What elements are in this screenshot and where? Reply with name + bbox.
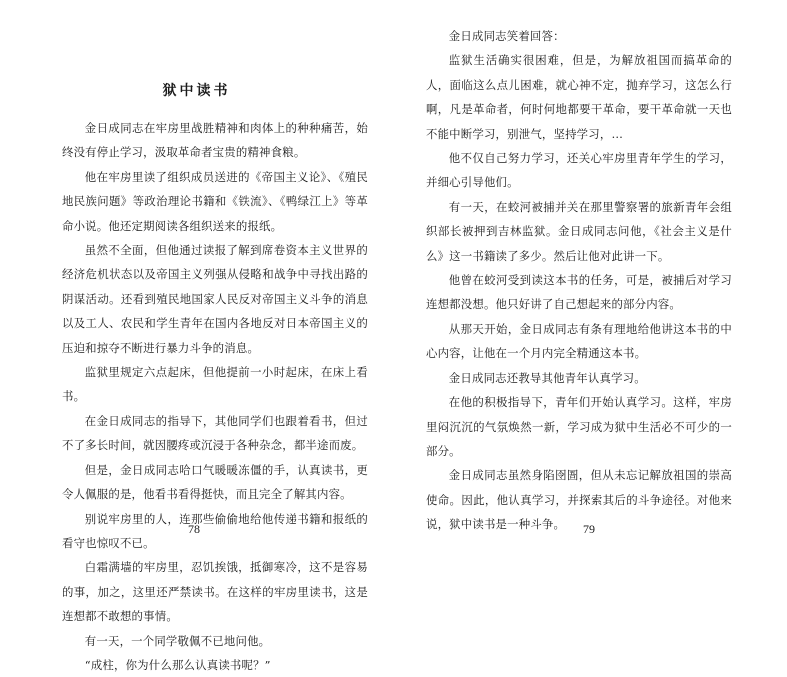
paragraph: 金日成同志虽然身陷囹圄，但从未忘记解放祖国的崇高使命。因此，他认真学习，并探索其后的斗争途径。对他来说，狱中读书是一种斗争。 — [426, 468, 732, 532]
paragraph: 有一天，一个同学敬佩不已地问他。 — [84, 633, 271, 648]
paragraph: 监狱生活确实很困难，但是，为解放祖国而搞革命的人，面临这么点儿困难，就心神不定，抛弃学习，这怎么行啊，凡是革命者，何时何地都要干革命，要干革命就一天也不能中断学习，别泄气，坚持学习，… — [426, 53, 732, 141]
paragraph: 他不仅自己努力学习，还关心牢房里青年学生的学习，并细心引导他们。 — [426, 151, 732, 190]
left-page — [0, 0, 393, 672]
right-page-body — [426, 24, 732, 537]
paragraph: 他曾在蛟河受到读这本书的任务，可是，被捕后对学习连想都没想。他只好讲了自己想起来的部分内容。 — [426, 273, 732, 312]
paragraph: 别说牢房里的人，连那些偷偷地给他传递书籍和报纸的看守也惊叹不已。 — [62, 511, 368, 550]
section-title: 狱中读书 — [162, 83, 231, 99]
paragraph: 监狱里规定六点起床，但他提前一小时起床，在床上看书。 — [62, 365, 368, 404]
page-number-left: 78 — [188, 522, 200, 536]
right-page — [393, 0, 787, 558]
paragraph: 金日成同志在牢房里战胜精神和肉体上的种种痛苦，始终没有停止学习，汲取革命者宝贵的精神食粮。 — [62, 121, 368, 160]
paragraph: “成柱，你为什么那么认真读书呢？” — [84, 657, 271, 672]
paragraph: 金日成同志还教导其他青年认真学习。 — [448, 370, 646, 385]
paragraph: 虽然不全面，但他通过读报了解到席卷资本主义世界的经济危机状态以及帝国主义列强从侵略和战争中寻找出路的阴谋活动。还看到殖民地国家人民反对帝国主义斗争的消息以及工人、农民和学生青年在国内各地反对日本帝国主义的压迫和掠夺不断进行暴力斗争的消息。 — [62, 243, 368, 355]
paragraph: 在他的积极指导下，青年们开始认真学习。这样，牢房里闷沉沉的气氛焕然一新，学习成为狱中生活必不可少的一部分。 — [426, 395, 732, 458]
paragraph: 但是，金日成同志哈口气暖暖冻僵的手，认真读书，更令人佩服的是，他看书看得挺快，而且完全了解其内容。 — [62, 462, 368, 502]
page-number-right: 79 — [583, 522, 595, 536]
paragraph: 金日成同志笑着回答： — [448, 29, 565, 43]
paragraph: 在金日成同志的指导下，其他同学们也跟着看书，但过不了多长时间，就因腰疼或沉浸于各种杂念，都半途而废。 — [62, 413, 368, 453]
paragraph: 从那天开始，金日成同志有条有理地给他讲这本书的中心内容，让他在一个月内完全精通这本书。 — [426, 321, 732, 361]
left-page-body — [62, 116, 368, 677]
paragraph: 他在牢房里读了组织成员送进的《帝国主义论》、《殖民地民族问题》等政治理论书籍和《铁流》、《鸭绿江上》等革命小说。他还定期阅读各组织送来的报纸。 — [62, 169, 368, 233]
paragraph: 白霜满墙的牢房里，忍饥挨饿，抵御寒冷，这不是容易的事，加之，这里还严禁读书。在这样的牢房里读书，这是连想都不敢想的事情。 — [62, 560, 368, 624]
paragraph: 有一天，在蛟河被捕并关在那里警察署的旅新青年会组织部长被押到吉林监狱。金日成同志问他，《社会主义是什么》这一书籍读了多少。然后让他对此讲一下。 — [426, 199, 732, 263]
